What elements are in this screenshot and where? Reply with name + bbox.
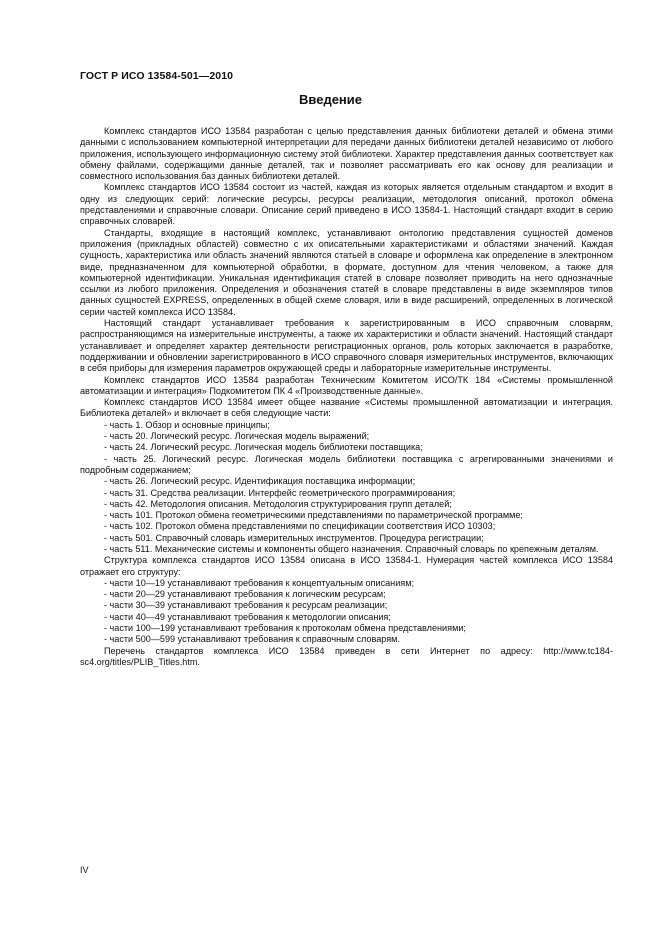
paragraph: Комплекс стандартов ИСО 13584 разработан с целью представления данных библиотеки деталей и обмена этими данными с использованием компьютерной интерпретации для передачи данных библиотеки деталей независимо от любого приложения, использующего информационную систему этой библиотеки. Характер представления данных соответствует как обмену файлами, содержащими данные деталей, так и позволяет рассматривать его как основу для реализации и совместного использования баз данных библиотеки деталей. bbox=[80, 126, 613, 182]
list-item: - часть 31. Средства реализации. Интерфейс геометрического программирования; bbox=[104, 487, 456, 498]
list-item: - часть 501. Справочный словарь измерительных инструментов. Процедура регистрации; bbox=[104, 532, 484, 543]
section-title: Введение bbox=[299, 92, 362, 107]
list-item: - часть 26. Логический ресурс. Идентификация поставщика информации; bbox=[104, 476, 416, 487]
list-item: - части 10—19 устанавливают требования к концептуальным описаниям; bbox=[104, 577, 414, 588]
main-content bbox=[80, 126, 613, 668]
list-item: - часть 24. Логический ресурс. Логическая модель библиотеки поставщика; bbox=[104, 442, 423, 453]
list-item: - часть 1. Обзор и основные принципы; bbox=[104, 419, 270, 430]
list-item: - части 40—49 устанавливают требования к методологии описания; bbox=[104, 611, 391, 622]
paragraph: Настоящий стандарт устанавливает требования к зарегистрированным в ИСО справочным словарям, распространяющимся на измерительные инструменты, а также их характеристики и области значений. Настоящий стандарт устанавливает и определяет характер деятельности регистрационных органов, роль которых заключается в разработке, поддерживании и обновлении зарегистрированного в ИСО справочного словаря измерительных инструментов, включающих в себя приборы для измерения параметров окружающей среды и лабораторные измерительные инструменты. bbox=[80, 318, 613, 374]
paragraph: Стандарты, входящие в настоящий комплекс, устанавливают онтологию представления сущностей доменов приложения (прикладных областей) совместно с их описательными характеристиками и областями значений. Каждая сущность, характеристика или область значений являются статьей в словаре и оформлена как определение в электронном виде, предназначенном для компьютерной обработки, в формате, доступном для чтения человеком, а также для компьютерной идентификации. Уникальная идентификация статей в словаре позволяет приводить на него однозначные ссылки из любого приложения. Определения и обозначения статей в словаре представлены в виде экземпляров типов данных сущностей EXPRESS, определенных в общей схеме словаря, или в виде расширений, определенных в логической серии частей комплекса ИСО 13584. bbox=[80, 227, 613, 317]
paragraph: Комплекс стандартов ИСО 13584 разработан Техническим Комитетом ИСО/ТК 184 «Системы промышленной автоматизации и интеграция» Подкомитетом ПК 4 «Производственные данные». bbox=[80, 374, 613, 396]
list-item: - часть 102. Протокол обмена представлениями по спецификации соответствия ИСО 10303; bbox=[104, 521, 496, 532]
list-item: - части 100—199 устанавливают требования к протоколам обмена представлениями; bbox=[104, 623, 466, 634]
paragraph: Комплекс стандартов ИСО 13584 состоит из частей, каждая из которых является отдельным стандартом и входит в одну из следующих серий: логические ресурсы, ресурсы реализации, методология описаний, протокол обмена представлениями и справочные словари. Описание серий приведено в ИСО 13584-1. Настоящий стандарт входит в серию справочных словарей. bbox=[80, 182, 613, 227]
parts-list bbox=[80, 420, 613, 556]
series-list bbox=[80, 578, 613, 646]
list-item: - часть 20. Логический ресурс. Логическая модель выражений; bbox=[104, 431, 370, 442]
document-header: ГОСТ Р ИСО 13584-501—2010 bbox=[80, 70, 234, 82]
list-item: - части 30—39 устанавливают требования к ресурсам реализации; bbox=[104, 600, 388, 611]
list-item: - часть 101. Протокол обмена геометрическими представлениями по параметрической программе; bbox=[104, 510, 523, 521]
list-item: - часть 42. Методология описания. Методология структурирования групп деталей; bbox=[104, 498, 452, 509]
paragraph: Перечень стандартов комплекса ИСО 13584 приведен в сети Интернет по адресу: http://www.tc184-sc4.org/titles/PLIB_Titles.htm. bbox=[80, 645, 613, 667]
list-item: - часть 511. Механические системы и компоненты общего назначения. Справочный словарь по крепежным деталям. bbox=[104, 543, 599, 554]
page-number: IV bbox=[80, 865, 89, 875]
paragraph: Структура комплекса стандартов ИСО 13584 описана в ИСО 13584-1. Нумерация частей комплекса ИСО 13584 отражает его структуру: bbox=[80, 555, 613, 577]
paragraph: Комплекс стандартов ИСО 13584 имеет общее название «Системы промышленной автоматизации и интеграция. Библиотека деталей» и включает в себя следующие части: bbox=[80, 397, 613, 419]
list-item: - части 500—599 устанавливают требования к справочным словарям. bbox=[104, 634, 400, 645]
list-item: - части 20—29 устанавливают требования к логическим ресурсам; bbox=[104, 589, 386, 600]
list-item: - часть 25. Логический ресурс. Логическая модель библиотеки поставщика с агрегированными значениями и подробным содержанием; bbox=[80, 453, 613, 475]
